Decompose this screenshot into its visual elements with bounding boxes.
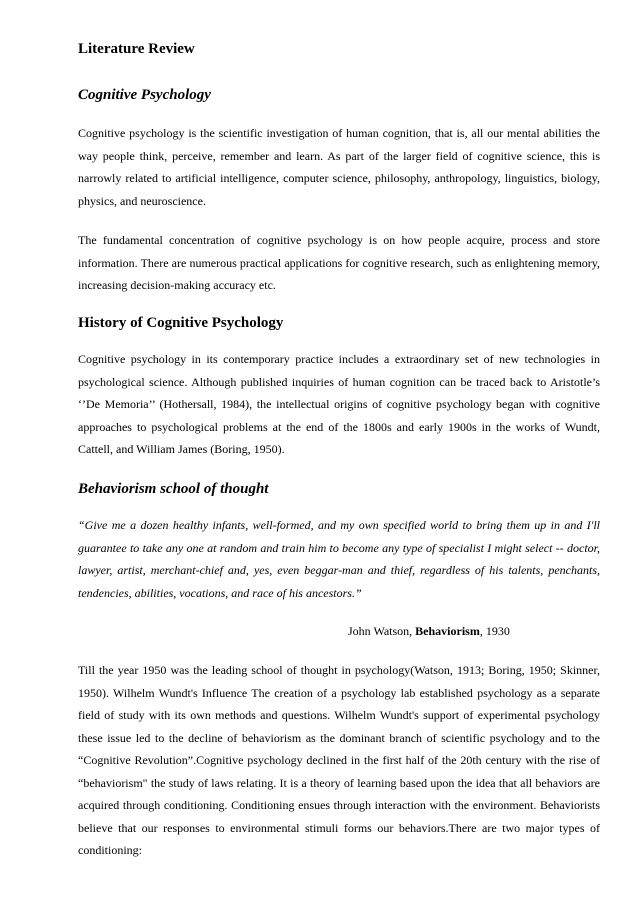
paragraph-behaviorism: Till the year 1950 was the leading school of thought in psychology(Watson, 1913; Boring, 1950; Skinner, 1950). Wilhelm Wundt's Influence The creation of a psychology lab established psychology as a separate field of study with its own methods and questions. Wilhelm Wundt's support of experimental psychology these issue led to the decline of behaviorism as the dominant branch of scientific psychology and to the “Cognitive Revolution”.Cognitive psychology declined in the first half of the 20th century with the rise of “behaviorism" the study of laws relating. It is a theory of learning based upon the idea that all behaviors are acquired through conditioning. Conditioning ensues through interaction with the environment. Behaviorists believe that our responses to environmental stimuli forms our behaviors.There are two major types of conditioning:	[78, 663, 600, 857]
page-title: Literature Review	[78, 41, 195, 57]
watson-quote: “Give me a dozen healthy infants, well-formed, and my own specified world to bring them up in and I'll guarantee to take any one at random and train him to become any type of specialist I might select -- doctor, lawyer, artist, merchant-chief and, yes, even beggar-man and thief, regardless of his talents, penchants, tendencies, abilities, vocations, and race of his ancestors.”	[78, 518, 600, 600]
section-heading-cognitive-psychology: Cognitive Psychology	[78, 87, 211, 103]
paragraph-history: Cognitive psychology in its contemporary practice includes a extraordinary set of new technologies in psychological science. Although published inquiries of human cognition can be traced back to Aristotle’s ‘’De Memoria’’ (Hothersall, 1984), the intellectual origins of cognitive psychology began with cognitive approaches to psychological problems at the end of the 1800s and early 1900s in the works of Wundt, Cattell, and William James (Boring, 1950).	[78, 352, 600, 456]
section-heading-history: History of Cognitive Psychology	[78, 315, 284, 331]
attribution-work: Behaviorism	[415, 624, 480, 638]
paragraph-cognitive-psychology-definition: Cognitive psychology is the scientific investigation of human cognition, that is, all our mental abilities the way people think, perceive, remember and learn. As part of the larger field of cognitive science, this is narrowly related to artificial intelligence, computer science, philosophy, anthropology, linguistics, biology, physics, and neuroscience.	[78, 126, 600, 208]
attribution-year: , 1930	[479, 624, 510, 638]
attribution-author: John Watson,	[348, 624, 416, 638]
section-heading-behaviorism: Behaviorism school of thought	[78, 481, 269, 497]
quote-attribution	[78, 623, 638, 639]
paragraph-cognitive-psychology-focus: The fundamental concentration of cognitive psychology is on how people acquire, process and store information. There are numerous practical applications for cognitive research, such as enlightening memory, increasing decision-making accuracy etc.	[78, 233, 600, 292]
